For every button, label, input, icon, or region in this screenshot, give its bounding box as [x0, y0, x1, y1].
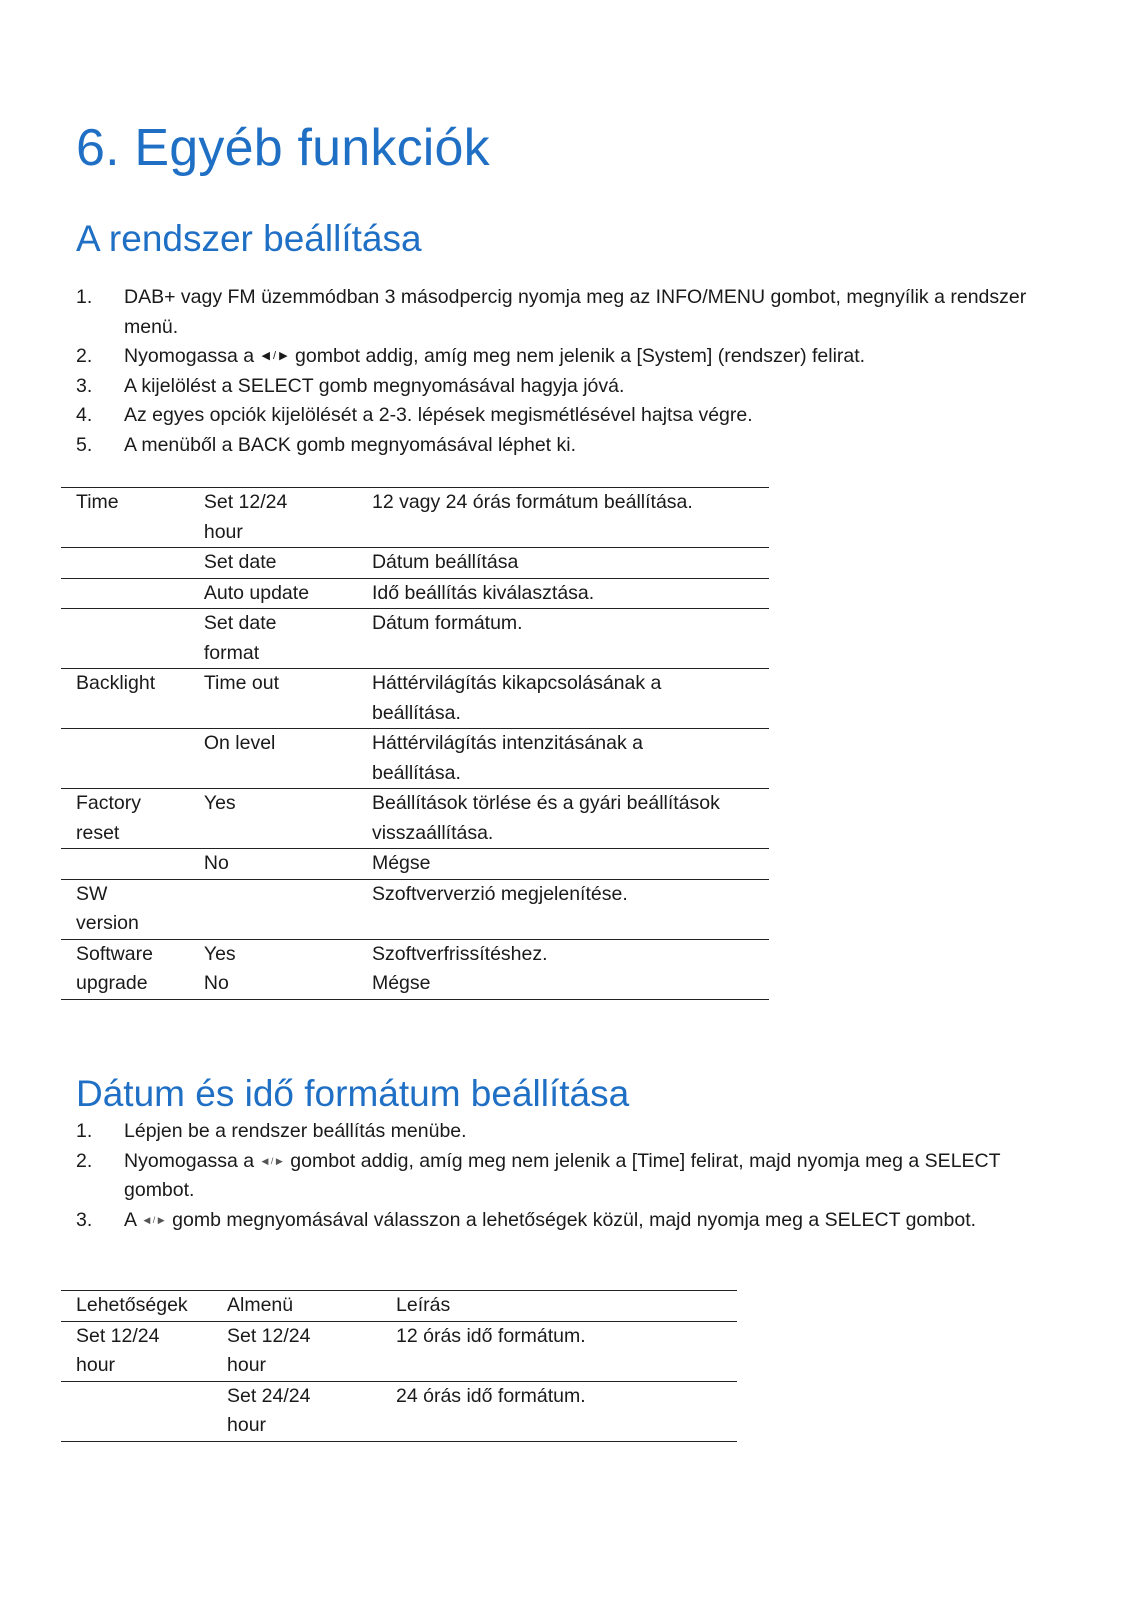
left-right-arrows-icon: ◀ / ▶ — [261, 350, 288, 362]
step-number: 2. — [76, 345, 93, 367]
submenu-cell: Time out — [189, 669, 357, 729]
submenu-cell: On level — [189, 729, 357, 789]
description-cell: Idő beállítás kiválasztása. — [357, 578, 769, 609]
section-title-system: A rendszer beállítása — [76, 218, 422, 259]
list-item — [76, 1147, 1056, 1206]
option-cell — [61, 729, 189, 789]
table-row — [61, 609, 769, 669]
description-cell: 12 órás idő formátum. — [381, 1321, 737, 1381]
step-number: 1. — [76, 286, 93, 308]
list-item — [76, 283, 1056, 342]
step-text: Lépjen be a rendszer beállítás menübe. — [124, 1120, 467, 1142]
table-row — [61, 849, 769, 880]
step-number: 3. — [76, 374, 93, 397]
option-cell — [61, 1381, 212, 1441]
submenu-cell: Yes No — [189, 939, 357, 999]
table-row — [61, 1321, 737, 1381]
submenu-cell: Set 24/24 hour — [212, 1381, 381, 1441]
submenu-cell: Auto update — [189, 578, 357, 609]
description-cell: Mégse — [357, 849, 769, 880]
description-cell: Háttérvilágítás intenzitásának a beállítása. — [357, 729, 769, 789]
option-cell — [61, 609, 189, 669]
table-header-row — [61, 1291, 737, 1322]
option-cell: Time — [61, 488, 189, 548]
description-cell: Szoftververzió megjelenítése. — [357, 879, 769, 939]
step-text: Az egyes opciók kijelölését a 2-3. lépések megismétlésével hajtsa végre. — [124, 404, 753, 426]
list-item — [76, 342, 1056, 372]
list-item — [76, 1117, 1056, 1147]
option-cell — [61, 548, 189, 579]
submenu-cell — [189, 879, 357, 939]
table-row — [61, 548, 769, 579]
column-header-description: Leírás — [381, 1291, 737, 1322]
step-number: 4. — [76, 404, 93, 426]
table-row — [61, 669, 769, 729]
section-title-date-time: Dátum és idő formátum beállítása — [76, 1073, 630, 1114]
step-text: A kijelölést a SELECT gomb megnyomásával hagyja jóvá. — [124, 374, 625, 397]
step-text: gombot addig, amíg meg nem jelenik a [Time] felirat, majd nyomja meg a SELECT gombot. — [124, 1149, 1001, 1201]
submenu-cell: Set 12/24 hour — [189, 488, 357, 548]
option-cell: Factory reset — [61, 789, 189, 849]
option-cell — [61, 849, 189, 880]
description-cell: Háttérvilágítás kikapcsolásának a beállítása. — [357, 669, 769, 729]
list-item — [76, 431, 1056, 461]
chapter-title: 6. Egyéb funkciók — [76, 119, 490, 177]
step-number: 1. — [76, 1120, 93, 1142]
option-cell — [61, 578, 189, 609]
option-cell: Set 12/24 hour — [61, 1321, 212, 1381]
table-row — [61, 939, 769, 999]
step-text: DAB+ vagy FM üzemmódban 3 másodpercig nyomja meg az INFO/MENU gombot, megnyílik a rendszer menü. — [124, 286, 1027, 338]
submenu-cell: Set date — [189, 548, 357, 579]
description-cell: Szoftverfrissítéshez. Mégse — [357, 939, 769, 999]
date-time-options-table — [61, 1290, 737, 1442]
submenu-cell: No — [189, 849, 357, 880]
description-cell: Dátum beállítása — [357, 548, 769, 579]
table-row — [61, 879, 769, 939]
left-right-arrows-icon: ◀ / ▶ — [261, 1155, 283, 1166]
column-header-options: Lehetőségek — [61, 1291, 212, 1322]
step-number: 5. — [76, 433, 93, 456]
submenu-cell: Set 12/24 hour — [212, 1321, 381, 1381]
option-cell: Backlight — [61, 669, 189, 729]
table-row — [61, 729, 769, 789]
step-number: 3. — [76, 1208, 93, 1231]
list-item — [76, 372, 1056, 402]
step-text: A menüből a BACK gomb megnyomásával léphet ki. — [124, 433, 576, 456]
submenu-cell: Set date format — [189, 609, 357, 669]
step-text: gomb megnyomásával válasszon a lehetőségek közül, majd nyomja meg a SELECT gombot. — [172, 1208, 977, 1231]
description-cell: Beállítások törlése és a gyári beállítások visszaállítása. — [357, 789, 769, 849]
column-header-submenu: Almenü — [212, 1291, 381, 1322]
step-number: 2. — [76, 1149, 93, 1172]
description-cell: 24 órás idő formátum. — [381, 1381, 737, 1441]
description-cell: Dátum formátum. — [357, 609, 769, 669]
system-options-table — [61, 487, 769, 1000]
step-text: Nyomogassa a — [124, 1149, 255, 1172]
date-time-steps-list — [76, 1117, 1056, 1235]
table-row — [61, 488, 769, 548]
step-text: A — [124, 1208, 136, 1231]
table-row — [61, 578, 769, 609]
table-row — [61, 789, 769, 849]
submenu-cell: Yes — [189, 789, 357, 849]
list-item — [76, 401, 1056, 431]
description-cell: 12 vagy 24 órás formátum beállítása. — [357, 488, 769, 548]
system-steps-list — [76, 283, 1056, 460]
option-cell: SW version — [61, 879, 189, 939]
left-right-arrows-icon: ◀ / ▶ — [143, 1214, 165, 1225]
step-text: gombot addig, amíg meg nem jelenik a [System] (rendszer) felirat. — [295, 345, 866, 367]
option-cell: Software upgrade — [61, 939, 189, 999]
table-row — [61, 1381, 737, 1441]
list-item — [76, 1206, 1056, 1236]
step-text: Nyomogassa a — [124, 345, 255, 367]
